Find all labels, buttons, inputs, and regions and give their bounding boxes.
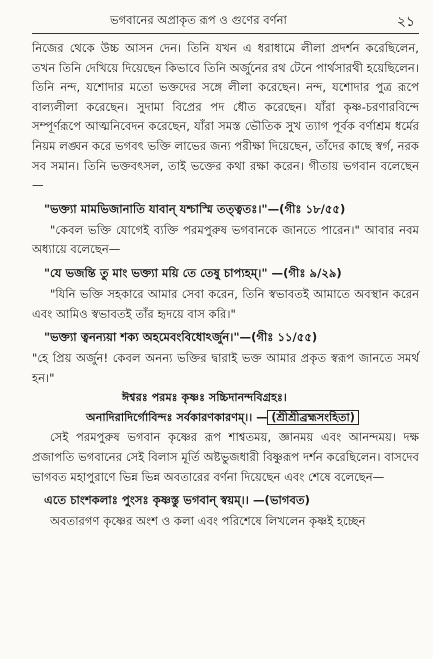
paragraph-3: "যিনি ভক্তি সহকারে আমার সেবা করেন, তিনি স্বভাবতই আমাতে অবস্থান করেন এবং আমিও স্বভাবতই তাঁর হৃদয়ে বাস করি।": [32, 286, 419, 321]
page-number: ২১: [396, 14, 415, 30]
quote-gita-11-55: "ভক্ত্যা ত্বনন্যয়া শক্য অহমেবংবিধোঽর্জুন।"—(গীঃ ১১/৫৫): [44, 330, 318, 345]
quote-bhagavata: এতে চাংশকলাঃ পুংসঃ কৃষ্ণস্তু ভগবান্ স্বয়ম্।। —(ভাগবত): [44, 493, 310, 508]
verse-source-box: (শ্রীশ্রীব্রহ্মসংহিতা): [267, 410, 358, 425]
header-rule: [32, 33, 419, 34]
paragraph-4: "হে প্রিয় অর্জুন! কেবল অনন্য ভক্তির দ্বারাই ভক্ত আমার প্রকৃত স্বরূপ জানতে সমর্থ হন।": [32, 351, 419, 385]
paragraph-1: নিজের থেকে উচ্চ আসন দেন। তিনি যখন এ ধরাধামে লীলা প্রদর্শন করেছিলেন, তখন তিনি দেখিয়ে দিয়েছেন কিভাবে তিনি অর্জুনের রথ টেনে পার্থসারথী হয়েছিলেন। তিনি নন্দ, যশোদার মতো ভক্তদের সঙ্গে লীলা করেছেন। নন্দ, যশোদার পুত্র রূপে বাল্যলীলা করেছেন। সুদামা বিপ্রের পদ ধৌত করেছেন। যাঁরা কৃষ্ণ-চরণারবিন্দে সম্পূর্ণরূপে আত্মনিবেদন করেছেন, যাঁরা সমস্ত ভৌতিক সুখ ত্যাগ পূর্বক বর্ণাশ্রম ধর্মের নিয়ম লঙ্ঘন করে ভগবৎ ভক্তি লাভের জন্য পরীক্ষা দিয়েছেন, তাঁদের কাছে স্বর্গ, নরক সব সমান। তিনি ভক্তবৎসল, তাই ভক্তের কথা রক্ষা করেন। গীতায় ভগবান বলেছেন—: [32, 41, 419, 193]
quote-gita-18-55: "ভক্ত্যা মামভিজানাতি যাবান্ যশ্চাস্মি তত্ত্বতঃ।"—(গীঃ ১৮/৫৫): [44, 201, 346, 216]
page-header: [32, 10, 419, 30]
paragraph-5: সেই পরমপুরুষ ভগবান কৃষ্ণের রূপ শাশ্বতময়, জ্ঞানময় এবং আনন্দময়। দক্ষ প্রজাপতি ভগবানের সেই বিলাস মূর্তি অষ্টভুজধারী বিষ্ণুরূপ দর্শন করেছিলেন। বাসদেব ভাগবত মহাপুরাণে ভিন্ন ভিন্ন অবতারের বর্ণনা দিয়েছেন এবং শেষে বলেছেন—: [32, 430, 419, 484]
quote-gita-9-29: "যে ভজন্তি তু মাং ভক্ত্যা ময়ি তে তেষু চাপ্যহম্।" —(গীঃ ৯/২৯): [44, 265, 342, 280]
running-title: ভগবানের অপ্রাকৃত রূপ ও গুণের বর্ণনা: [110, 13, 287, 27]
paragraph-6: অবতারগণ কৃষ্ণের অংশ ও কলা এবং পরিশেষে লিখলেন কৃষ্ণই হচ্ছেন: [50, 514, 366, 529]
paragraph-2: "কেবল ভক্তি যোগেই ব্যক্তি পরমপুরুষ ভগবানকে জানতে পারেন।" আবার নবম অধ্যায়ে বলেছেন—: [32, 222, 419, 257]
verse-line-2: [86, 408, 419, 428]
verse-line-1: ঈশ্বরঃ পরমঃ কৃষ্ণঃ সচ্চিদানন্দবিগ্রহঃ।: [122, 391, 287, 405]
verse-line-2-text: অনাদিরাদির্গোবিন্দঃ সর্বকারণকারণম্।। —: [86, 411, 268, 425]
